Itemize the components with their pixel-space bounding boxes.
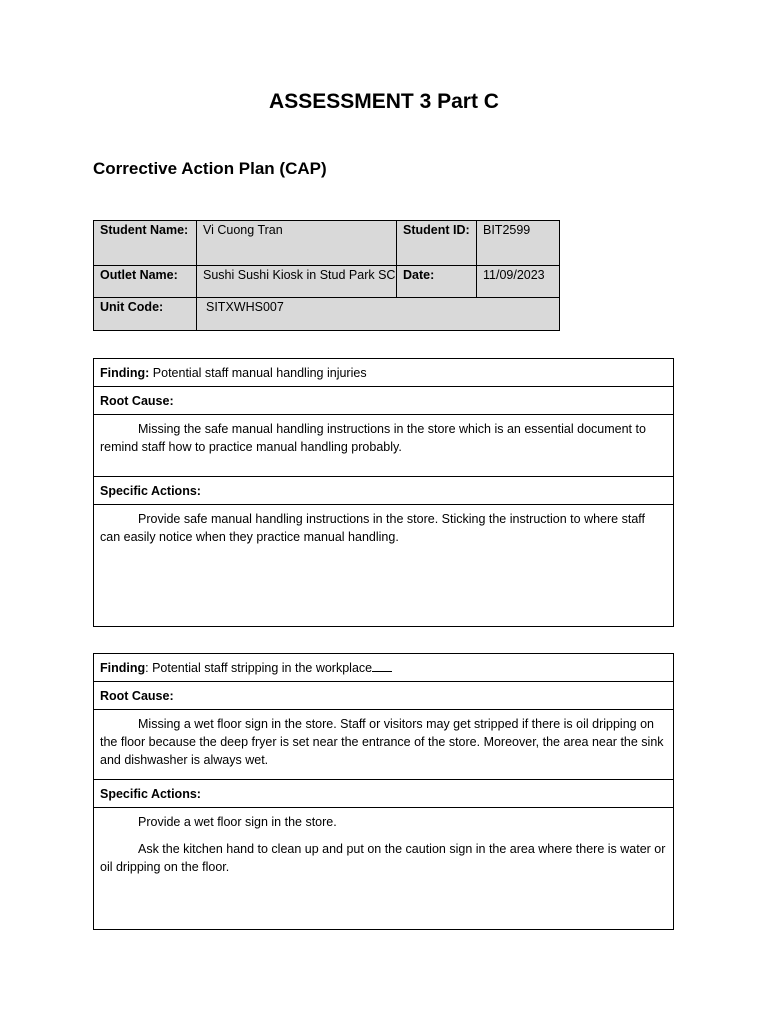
specific-actions-cell bbox=[94, 808, 674, 930]
outlet-name-label: Outlet Name: bbox=[94, 266, 197, 298]
cap-table-1 bbox=[93, 358, 674, 627]
finding-text: Potential staff manual handling injuries bbox=[152, 366, 367, 380]
root-cause-cell bbox=[94, 710, 674, 780]
root-cause-text: Missing the safe manual handling instructions in the store which is an essential document to remind staff how to practice manual handling probably. bbox=[100, 422, 646, 454]
finding-text: : Potential staff stripping in the workplace bbox=[145, 661, 373, 675]
root-cause-label: Root Cause: bbox=[94, 682, 674, 710]
student-name-label: Student Name: bbox=[94, 221, 197, 266]
blank-underline bbox=[372, 659, 392, 672]
root-cause-label: Root Cause: bbox=[94, 387, 674, 415]
action-item: Provide a wet floor sign in the store. bbox=[138, 815, 337, 829]
unit-code-label: Unit Code: bbox=[94, 298, 197, 331]
specific-actions-label: Specific Actions: bbox=[94, 477, 674, 505]
student-id-value: BIT2599 bbox=[477, 221, 560, 266]
finding-label: Finding bbox=[100, 661, 146, 675]
student-info-table bbox=[93, 220, 560, 331]
document-title: ASSESSMENT 3 Part C bbox=[269, 90, 499, 113]
action-item: Ask the kitchen hand to clean up and put on the caution sign in the area where there is water or oil dripping on the floor. bbox=[100, 842, 666, 874]
unit-code-value: SITXWHS007 bbox=[197, 298, 560, 331]
student-name-value: Vi Cuong Tran bbox=[197, 221, 397, 266]
finding-row bbox=[94, 359, 674, 387]
specific-actions-label: Specific Actions: bbox=[94, 780, 674, 808]
cap-table-2 bbox=[93, 653, 674, 930]
date-label: Date: bbox=[397, 266, 477, 298]
root-cause-text: Missing a wet floor sign in the store. Staff or visitors may get stripped if there is oil dripping on the floor because the deep fryer is set near the entrance of the store. Moreover, the area near the sink and dishwasher is always wet. bbox=[100, 717, 664, 767]
date-value: 11/09/2023 bbox=[477, 266, 560, 298]
student-id-label: Student ID: bbox=[397, 221, 477, 266]
document-subtitle: Corrective Action Plan (CAP) bbox=[93, 159, 327, 178]
action-item: Provide safe manual handling instructions in the store. Sticking the instruction to where staff can easily notice when they practice manual handling. bbox=[100, 512, 645, 544]
outlet-name-value: Sushi Sushi Kiosk in Stud Park SC bbox=[197, 266, 397, 298]
root-cause-cell bbox=[94, 415, 674, 477]
finding-row bbox=[94, 654, 674, 682]
finding-label: Finding: bbox=[100, 366, 150, 380]
specific-actions-cell bbox=[94, 505, 674, 627]
